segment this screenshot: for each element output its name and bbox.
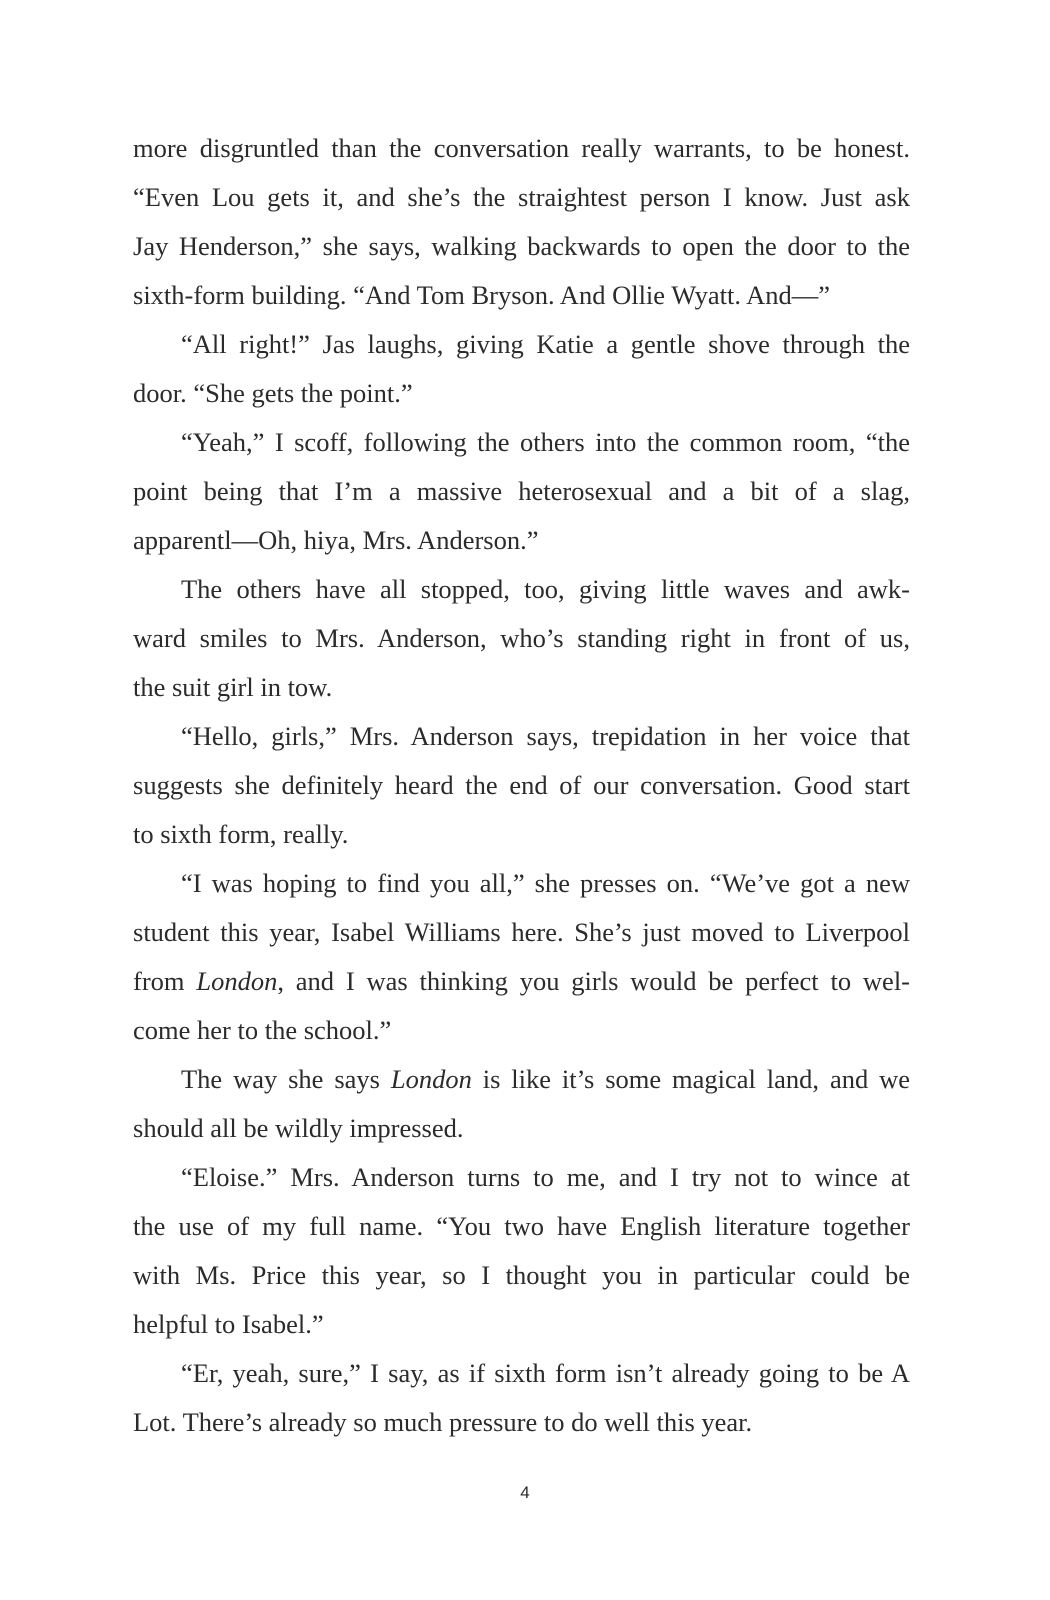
text-span: sixth-form building. “And Tom Bryson. And Ollie Wyatt. And—” — [133, 280, 831, 310]
text-span: with Ms. Price this year, so I thought you in particular could be — [133, 1260, 910, 1290]
text-span: to sixth form, really. — [133, 819, 349, 849]
text-span: door. “She gets the point.” — [133, 378, 413, 408]
page-number: 4 — [520, 1483, 530, 1502]
text-line — [133, 1398, 910, 1447]
text-line — [133, 369, 910, 418]
text-line — [133, 124, 910, 173]
text-span: “Er, yeah, sure,” I say, as if sixth form isn’t already going to be A — [181, 1358, 910, 1388]
text-span: “Eloise.” Mrs. Anderson turns to me, and I try not to wince at — [181, 1162, 910, 1192]
text-line — [133, 1349, 910, 1398]
text-line — [133, 320, 910, 369]
text-span: from — [133, 966, 197, 996]
text-line — [133, 957, 910, 1006]
text-span: the use of my full name. “You two have English literature together — [133, 1211, 910, 1241]
text-line — [133, 614, 910, 663]
text-line — [133, 1202, 910, 1251]
italic-word: London — [390, 1064, 472, 1094]
text-line — [133, 810, 910, 859]
text-span: “Yeah,” I scoff, following the others into the common room, “the — [181, 427, 910, 457]
text-span: The way she says — [181, 1064, 391, 1094]
text-line — [133, 271, 910, 320]
text-line — [133, 1006, 910, 1055]
text-line — [133, 467, 910, 516]
text-span: “I was hoping to find you all,” she presses on. “We’ve got a new — [181, 868, 910, 898]
text-line — [133, 1153, 910, 1202]
text-span: helpful to Isabel.” — [133, 1309, 324, 1339]
text-line — [133, 1251, 910, 1300]
text-line — [133, 516, 910, 565]
text-line — [133, 173, 910, 222]
text-span: ward smiles to Mrs. Anderson, who’s standing right in front of us, — [133, 623, 910, 653]
text-span: “Even Lou gets it, and she’s the straightest person I know. Just ask — [133, 182, 910, 212]
text-span: should all be wildly impressed. — [133, 1113, 464, 1143]
text-span: “All right!” Jas laughs, giving Katie a gentle shove through the — [181, 329, 910, 359]
text-span: come her to the school.” — [133, 1015, 392, 1045]
text-span: suggests she definitely heard the end of our conversation. Good start — [133, 770, 910, 800]
text-span: “Hello, girls,” Mrs. Anderson says, trepidation in her voice that — [181, 721, 910, 751]
text-line — [133, 663, 910, 712]
text-line — [133, 1300, 910, 1349]
text-span: apparentl—Oh, hiya, Mrs. Anderson.” — [133, 525, 539, 555]
text-line — [133, 908, 910, 957]
page-body — [133, 124, 910, 1447]
text-span: Lot. There’s already so much pressure to do well this year. — [133, 1407, 753, 1437]
text-span: the suit girl in tow. — [133, 672, 333, 702]
text-line — [133, 712, 910, 761]
text-span: is like it’s some magical land, and we — [471, 1064, 910, 1094]
text-line — [133, 418, 910, 467]
italic-word: London — [196, 966, 278, 996]
text-span: , and I was thinking you girls would be perfect to wel- — [277, 966, 911, 996]
text-line — [133, 859, 910, 908]
text-span: student this year, Isabel Williams here. She’s just moved to Liverpool — [133, 917, 910, 947]
text-line — [133, 1104, 910, 1153]
text-span: point being that I’m a massive heterosexual and a bit of a slag, — [133, 476, 910, 506]
text-span: The others have all stopped, too, giving little waves and awk- — [181, 574, 910, 604]
text-span: Jay Henderson,” she says, walking backwards to open the door to the — [133, 231, 910, 261]
text-line — [133, 761, 910, 810]
text-line — [133, 565, 910, 614]
text-line — [133, 222, 910, 271]
text-span: more disgruntled than the conversation really warrants, to be honest. — [133, 133, 910, 163]
text-line — [133, 1055, 910, 1104]
